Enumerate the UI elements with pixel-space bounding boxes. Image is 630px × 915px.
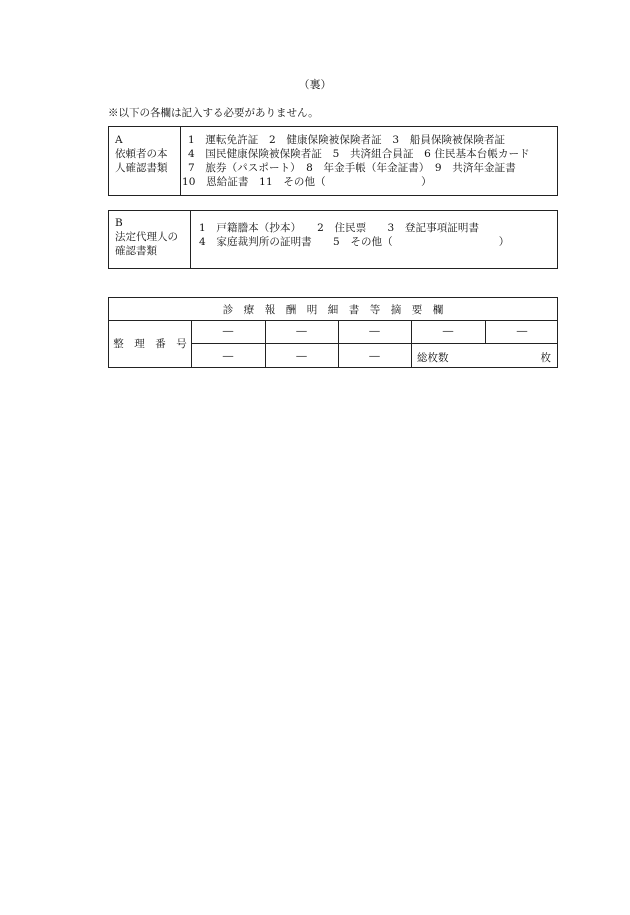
section-b-legal-representative-documents	[108, 210, 558, 269]
reference-cell-1-2: ―	[296, 325, 307, 337]
reference-cell-1-5: ―	[516, 325, 528, 337]
instruction-note: ※以下の各欄は記入する必要がありません。	[108, 107, 319, 119]
reference-cell-2-2: ―	[296, 350, 307, 362]
section-b-label-line-3: 確認書類	[115, 245, 157, 257]
section-a-row-3: 7 旅券（パスポート） 8 年金手帳（年金証書） 9 共済年金証書	[188, 162, 516, 174]
reference-cell-1-3: ―	[369, 325, 380, 337]
statement-summary-table	[108, 297, 558, 368]
summary-table-title: 診 療 報 酬 明 細 書 等 摘 要 欄	[222, 304, 444, 316]
section-b-label-line-2: 法定代理人の	[115, 231, 178, 243]
section-b-divider	[190, 211, 191, 268]
sheets-unit: 枚	[540, 352, 551, 364]
total-sheets-label: 総枚数	[417, 352, 449, 364]
reference-cell-1-4: ―	[442, 325, 454, 337]
section-a-label-line-3: 人確認書類	[115, 162, 168, 174]
section-a-divider	[180, 127, 181, 195]
summary-title-divider	[109, 320, 557, 321]
section-b-row-1: 1 戸籍謄本（抄本） 2 住民票 3 登記事項証明書	[199, 222, 480, 234]
summary-row-divider	[191, 343, 557, 344]
section-a-row-2: 4 国民健康保険被保険者証 5 共済組合員証 6 住民基本台帳カード	[188, 148, 530, 160]
reference-cell-2-3: ―	[369, 350, 380, 362]
section-b-row-2: 4 家庭裁判所の証明書 5 その他（ ）	[199, 236, 510, 248]
page-side-heading: （裏）	[298, 78, 332, 91]
section-a-label-line-2: 依頼者の本	[115, 148, 168, 160]
section-a-requester-id-documents	[108, 126, 558, 196]
section-b-label-line-1: B	[115, 217, 123, 229]
section-a-row-1: 1 運転免許証 2 健康保険被保険者証 3 船員保険被保険者証	[188, 134, 506, 146]
reference-number-label: 整 理 番 号	[113, 338, 187, 350]
section-a-label-line-1: A	[115, 134, 123, 146]
reference-cell-2-1: ―	[222, 350, 234, 362]
reference-cell-1-1: ―	[222, 325, 234, 337]
section-a-row-4: 10 恩給証書 11 その他（ ）	[182, 176, 432, 188]
